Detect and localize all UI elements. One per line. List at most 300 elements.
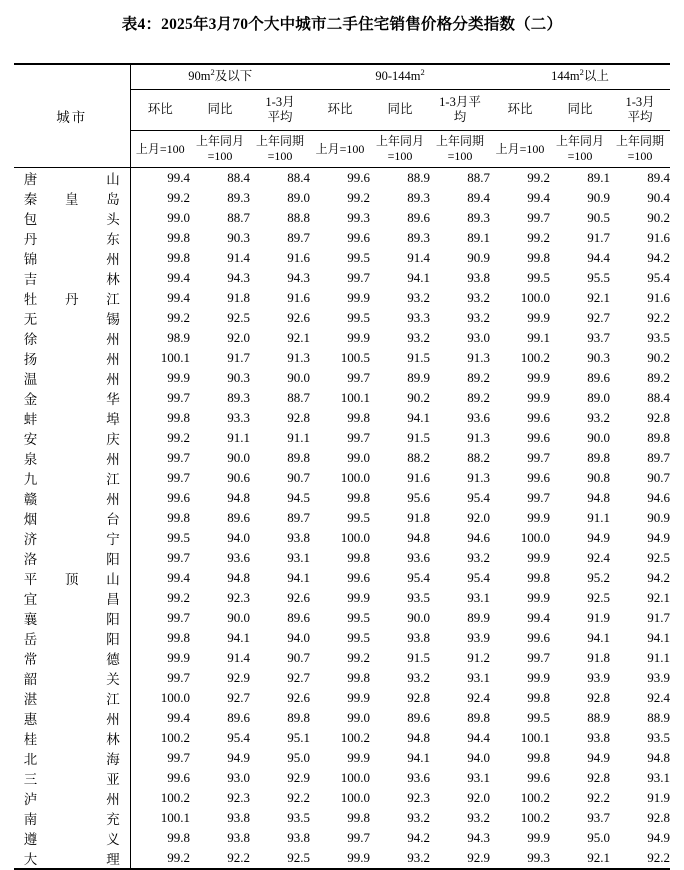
base-header-g1-mom xyxy=(130,130,190,167)
city-name: 九江 xyxy=(23,471,120,487)
cell-g3-mom: 99.9 xyxy=(527,829,551,845)
cell-city xyxy=(14,628,130,648)
cell-g1-avg: 91.3 xyxy=(287,349,310,365)
cell-g1-mom: 99.2 xyxy=(167,189,190,205)
cell-g2-yoy: 93.6 xyxy=(407,549,430,565)
cell-city xyxy=(14,808,130,828)
cell-g1-avg: 94.3 xyxy=(287,269,310,285)
cell-g3-yoy: 90.9 xyxy=(587,189,611,205)
cell-g3-mom: 99.5 xyxy=(527,269,551,285)
city-name: 桂林 xyxy=(23,731,120,747)
cell-g3-avg: 90.7 xyxy=(647,469,671,485)
cell-g1-yoy: 88.7 xyxy=(227,209,250,225)
cell-g2-yoy: 95.4 xyxy=(407,569,430,585)
cell-g1-mom: 99.4 xyxy=(167,569,190,585)
city-name: 宜昌 xyxy=(23,591,120,607)
cell-g3-mom: 99.2 xyxy=(527,229,551,245)
cell-g1-avg: 89.7 xyxy=(287,509,310,525)
cell-g2-mom: 100.1 xyxy=(340,389,370,405)
table-row xyxy=(14,548,670,568)
cell-g2-yoy: 94.1 xyxy=(407,749,430,765)
group-label-text-3: 144m xyxy=(551,69,580,84)
base-g1-yoy-l2: =100 xyxy=(207,148,233,163)
cell-g2-yoy: 92.3 xyxy=(407,789,430,805)
cell-g3-mom: 99.9 xyxy=(527,509,551,525)
table-row xyxy=(14,688,670,708)
city-name: 包头 xyxy=(23,211,120,227)
price-index-table xyxy=(14,63,670,870)
column-header-g2-avg xyxy=(430,89,490,130)
base-g1-avg-l1: 上年同期 xyxy=(255,134,304,149)
cell-g3-avg: 92.1 xyxy=(647,589,671,605)
cell-g3-yoy: 92.8 xyxy=(587,689,611,705)
city-name: 遵义 xyxy=(23,831,120,847)
cell-g3-mom: 99.7 xyxy=(527,489,551,505)
cell-city xyxy=(14,348,130,368)
cell-g1-avg: 89.7 xyxy=(287,229,310,245)
cell-g3-yoy: 93.9 xyxy=(587,669,611,685)
cell-g1-yoy: 91.7 xyxy=(227,349,250,365)
cell-g2-yoy: 93.2 xyxy=(407,669,430,685)
cell-city xyxy=(14,788,130,808)
cell-g3-yoy: 94.9 xyxy=(587,529,611,545)
cell-g1-mom: 99.8 xyxy=(167,509,190,525)
cell-g3-yoy: 93.8 xyxy=(587,729,611,745)
cell-g3-mom: 99.7 xyxy=(527,649,551,665)
cell-g3-mom: 99.8 xyxy=(527,249,551,265)
cell-g3-mom: 99.9 xyxy=(527,389,551,405)
cell-g1-mom: 99.6 xyxy=(167,769,190,785)
base-g2-avg-l2: =100 xyxy=(447,148,473,163)
cell-city xyxy=(14,548,130,568)
table-row xyxy=(14,848,670,869)
cell-g3-avg: 91.1 xyxy=(647,649,671,665)
cell-g3-mom: 100.2 xyxy=(520,349,551,365)
cell-g1-yoy: 88.4 xyxy=(190,167,250,188)
city-name: 扬州 xyxy=(23,351,120,367)
cell-city xyxy=(14,268,130,288)
cell-g2-yoy: 93.6 xyxy=(407,769,430,785)
cell-g1-mom: 100.1 xyxy=(160,349,190,365)
cell-g3-yoy: 93.7 xyxy=(587,809,611,825)
cell-g1-yoy: 92.9 xyxy=(227,669,250,685)
group-header-90-144 xyxy=(310,64,490,90)
cell-city xyxy=(14,568,130,588)
cell-g3-yoy: 94.4 xyxy=(587,249,611,265)
table-row xyxy=(14,368,670,388)
cell-g2-avg: 93.0 xyxy=(467,329,491,345)
cell-city xyxy=(14,368,130,388)
cell-g2-yoy: 94.2 xyxy=(407,829,430,845)
cell-g1-mom: 99.4 xyxy=(167,289,190,305)
cell-g2-yoy: 93.5 xyxy=(407,589,430,605)
cell-g1-avg: 92.6 xyxy=(287,309,310,325)
cell-g3-yoy: 92.1 xyxy=(550,848,610,869)
cell-g1-mom: 99.7 xyxy=(167,469,190,485)
cell-city xyxy=(14,588,130,608)
cell-g3-avg: 94.9 xyxy=(647,529,671,545)
cell-city xyxy=(14,688,130,708)
cell-g1-yoy: 89.3 xyxy=(227,389,250,405)
cell-g2-mom: 100.0 xyxy=(340,789,370,805)
cell-g2-avg: 93.2 xyxy=(467,289,491,305)
cell-g1-avg: 92.5 xyxy=(250,848,310,869)
cell-g1-yoy: 92.0 xyxy=(227,329,250,345)
cell-g1-avg: 91.6 xyxy=(287,289,310,305)
g3-avg-line1: 1-3月 xyxy=(625,95,655,110)
cell-g3-avg: 89.2 xyxy=(647,369,671,385)
cell-city xyxy=(14,208,130,228)
cell-g2-mom: 99.9 xyxy=(310,848,370,869)
table-row xyxy=(14,288,670,308)
cell-g2-avg: 93.2 xyxy=(467,549,491,565)
cell-g2-avg: 93.1 xyxy=(467,769,491,785)
cell-g1-mom: 99.9 xyxy=(167,649,190,665)
cell-g2-avg: 93.8 xyxy=(467,269,491,285)
cell-g1-yoy: 94.9 xyxy=(227,749,250,765)
cell-g1-avg: 92.2 xyxy=(287,789,310,805)
cell-g2-avg: 92.4 xyxy=(467,689,491,705)
cell-g3-yoy: 90.0 xyxy=(587,429,611,445)
cell-city xyxy=(14,508,130,528)
cell-g1-avg: 90.7 xyxy=(287,469,310,485)
city-name: 韶关 xyxy=(23,671,120,687)
table-row xyxy=(14,568,670,588)
cell-g1-yoy: 92.3 xyxy=(227,789,250,805)
cell-city xyxy=(14,528,130,548)
table-row xyxy=(14,228,670,248)
cell-g3-avg: 92.5 xyxy=(647,549,671,565)
cell-g3-mom: 99.8 xyxy=(527,569,551,585)
cell-g2-yoy: 89.3 xyxy=(407,189,430,205)
cell-g1-avg: 93.8 xyxy=(287,529,310,545)
cell-g2-yoy: 89.6 xyxy=(407,709,430,725)
cell-g2-yoy: 91.4 xyxy=(407,249,430,265)
cell-g2-yoy: 94.1 xyxy=(407,409,430,425)
city-name: 吉林 xyxy=(23,271,120,287)
cell-g2-yoy: 91.8 xyxy=(407,509,430,525)
table-row xyxy=(14,708,670,728)
cell-g3-avg: 93.9 xyxy=(647,669,671,685)
cell-g1-yoy: 89.6 xyxy=(227,709,250,725)
cell-g3-avg: 94.6 xyxy=(647,489,671,505)
cell-g2-avg: 93.1 xyxy=(467,669,491,685)
base-g3-avg-l1: 上年同期 xyxy=(616,134,665,149)
cell-g3-avg: 88.9 xyxy=(647,709,671,725)
city-name: 烟台 xyxy=(23,511,120,527)
cell-g1-mom: 100.0 xyxy=(160,689,190,705)
cell-g2-yoy: 93.2 xyxy=(407,329,430,345)
cell-g1-avg: 89.8 xyxy=(287,709,310,725)
base-g3-yoy-l1: 上年同月 xyxy=(556,134,605,149)
cell-g2-mom: 99.8 xyxy=(347,409,370,425)
cell-g2-avg: 93.2 xyxy=(467,809,491,825)
cell-g1-avg: 89.8 xyxy=(287,449,310,465)
base-header-g2-yoy xyxy=(370,130,430,167)
cell-g2-mom: 99.6 xyxy=(347,229,370,245)
cell-g2-avg: 95.4 xyxy=(467,489,491,505)
table-row xyxy=(14,808,670,828)
cell-g1-avg: 89.0 xyxy=(287,189,310,205)
cell-city xyxy=(14,728,130,748)
city-name: 秦皇岛 xyxy=(23,191,120,207)
cell-g3-mom: 100.2 xyxy=(520,809,551,825)
cell-g1-avg: 92.9 xyxy=(287,769,310,785)
cell-g3-yoy: 92.4 xyxy=(587,549,611,565)
cell-g3-yoy: 95.2 xyxy=(587,569,611,585)
cell-g2-avg: 91.3 xyxy=(467,469,491,485)
table-row xyxy=(14,768,670,788)
cell-g1-avg: 88.4 xyxy=(250,167,310,188)
cell-g3-yoy: 95.0 xyxy=(587,829,611,845)
cell-g3-yoy: 89.6 xyxy=(587,369,611,385)
cell-city xyxy=(14,848,130,869)
cell-g3-yoy: 92.2 xyxy=(587,789,611,805)
cell-g3-yoy: 92.8 xyxy=(587,769,611,785)
cell-g2-avg: 88.2 xyxy=(467,449,491,465)
base-g3-avg-l2: =100 xyxy=(627,148,653,163)
cell-g2-avg: 89.9 xyxy=(467,609,491,625)
g1-avg-line1: 1-3月 xyxy=(265,95,295,110)
cell-g2-yoy: 89.6 xyxy=(407,209,430,225)
cell-g2-mom: 99.8 xyxy=(347,489,370,505)
cell-g1-mom: 99.8 xyxy=(167,829,190,845)
city-name: 平顶山 xyxy=(23,571,120,587)
cell-g1-yoy: 91.8 xyxy=(227,289,250,305)
cell-g2-yoy: 91.5 xyxy=(407,429,430,445)
cell-g2-avg: 94.4 xyxy=(467,729,491,745)
city-name: 丹东 xyxy=(23,231,120,247)
cell-g2-mom: 99.7 xyxy=(347,829,370,845)
cell-g3-avg: 88.4 xyxy=(647,389,671,405)
cell-g3-avg: 89.4 xyxy=(610,167,670,188)
city-name: 锦州 xyxy=(23,251,120,267)
cell-g3-yoy: 91.9 xyxy=(587,609,611,625)
table-row xyxy=(14,788,670,808)
cell-g3-yoy: 88.9 xyxy=(587,709,611,725)
column-header-g1-mom: 环比 xyxy=(130,89,190,130)
cell-g1-yoy: 90.3 xyxy=(227,369,250,385)
cell-g1-yoy: 92.3 xyxy=(227,589,250,605)
city-name: 襄阳 xyxy=(23,611,120,627)
group-label-sup-3: 2 xyxy=(579,67,584,78)
group-label-suffix-1: 及以下 xyxy=(214,69,253,84)
cell-g1-avg: 90.0 xyxy=(287,369,310,385)
cell-g2-yoy: 89.3 xyxy=(407,229,430,245)
cell-g2-avg: 91.3 xyxy=(467,429,491,445)
cell-g3-avg: 94.8 xyxy=(647,749,671,765)
table-row xyxy=(14,167,670,188)
cell-g1-yoy: 90.3 xyxy=(227,229,250,245)
cell-g2-yoy: 95.6 xyxy=(407,489,430,505)
cell-g2-mom: 99.8 xyxy=(347,669,370,685)
cell-g1-mom: 100.2 xyxy=(160,729,190,745)
table-row xyxy=(14,728,670,748)
cell-g3-yoy: 91.8 xyxy=(587,649,611,665)
cell-g3-yoy: 93.2 xyxy=(587,409,611,425)
cell-g2-avg: 91.2 xyxy=(467,649,491,665)
cell-g3-yoy: 91.1 xyxy=(587,509,611,525)
cell-g1-mom: 99.8 xyxy=(167,249,190,265)
cell-g3-yoy: 89.0 xyxy=(587,389,611,405)
cell-g3-mom: 99.4 xyxy=(527,189,551,205)
cell-g3-mom: 100.1 xyxy=(520,729,551,745)
cell-g1-avg: 92.7 xyxy=(287,669,310,685)
cell-city xyxy=(14,608,130,628)
g2-avg-line1: 1-3月平 xyxy=(439,95,481,110)
cell-g1-yoy: 90.6 xyxy=(227,469,250,485)
cell-g1-avg: 95.0 xyxy=(287,749,310,765)
base-g2-yoy-l2: =100 xyxy=(387,148,413,163)
column-header-g3-avg xyxy=(610,89,670,130)
cell-g1-avg: 95.1 xyxy=(287,729,310,745)
cell-g2-mom: 100.0 xyxy=(340,469,370,485)
cell-g3-avg: 91.7 xyxy=(647,609,671,625)
cell-g2-mom: 99.9 xyxy=(347,749,370,765)
base-header-g1-yoy xyxy=(190,130,250,167)
city-name: 三亚 xyxy=(23,771,120,787)
cell-g1-yoy: 93.8 xyxy=(227,829,250,845)
cell-city xyxy=(14,428,130,448)
cell-g3-mom: 99.2 xyxy=(490,167,550,188)
cell-g1-mom: 98.9 xyxy=(167,329,190,345)
cell-g3-mom: 99.5 xyxy=(527,709,551,725)
cell-g3-mom: 100.0 xyxy=(520,289,551,305)
cell-g2-mom: 99.6 xyxy=(347,569,370,585)
city-name: 南充 xyxy=(23,811,120,827)
cell-g3-yoy: 92.5 xyxy=(587,589,611,605)
cell-g2-avg: 93.1 xyxy=(467,589,491,605)
cell-g2-mom: 99.2 xyxy=(347,189,370,205)
city-name: 洛阳 xyxy=(23,551,120,567)
cell-g1-yoy: 91.1 xyxy=(227,429,250,445)
cell-g2-yoy: 91.5 xyxy=(407,349,430,365)
cell-g3-mom: 99.9 xyxy=(527,309,551,325)
cell-g3-mom: 100.2 xyxy=(520,789,551,805)
cell-g2-yoy: 90.2 xyxy=(407,389,430,405)
cell-g2-mom: 99.8 xyxy=(347,549,370,565)
cell-g1-avg: 94.1 xyxy=(287,569,310,585)
cell-g2-mom: 99.9 xyxy=(347,329,370,345)
cell-g1-avg: 88.7 xyxy=(287,389,310,405)
cell-g2-avg: 94.6 xyxy=(467,529,491,545)
cell-g2-mom: 99.6 xyxy=(310,167,370,188)
cell-g2-mom: 99.7 xyxy=(347,369,370,385)
column-header-g3-yoy: 同比 xyxy=(550,89,610,130)
table-header xyxy=(14,64,670,168)
base-header-g3-mom xyxy=(490,130,550,167)
cell-g1-yoy: 94.0 xyxy=(227,529,250,545)
cell-g2-avg: 88.7 xyxy=(430,167,490,188)
cell-city xyxy=(14,167,130,188)
cell-g3-mom: 99.7 xyxy=(527,209,551,225)
cell-g2-mom: 99.9 xyxy=(347,589,370,605)
cell-city xyxy=(14,668,130,688)
cell-g2-mom: 99.5 xyxy=(347,249,370,265)
cell-g2-mom: 99.3 xyxy=(347,209,370,225)
cell-g2-mom: 99.2 xyxy=(347,649,370,665)
city-name: 金华 xyxy=(23,391,120,407)
cell-g2-mom: 99.7 xyxy=(347,269,370,285)
cell-city xyxy=(14,448,130,468)
city-name: 赣州 xyxy=(23,491,120,507)
column-header-g1-avg xyxy=(250,89,310,130)
cell-g3-avg: 90.2 xyxy=(647,209,671,225)
cell-g3-avg: 91.6 xyxy=(647,229,671,245)
cell-g1-avg: 88.8 xyxy=(287,209,310,225)
base-header-g2-avg xyxy=(430,130,490,167)
table-row xyxy=(14,748,670,768)
cell-g3-avg: 92.2 xyxy=(610,848,670,869)
cell-g3-mom: 99.6 xyxy=(527,429,551,445)
table-row xyxy=(14,448,670,468)
cell-g2-yoy: 93.2 xyxy=(407,289,430,305)
cell-city xyxy=(14,648,130,668)
table-row xyxy=(14,268,670,288)
cell-g3-mom: 99.6 xyxy=(527,469,551,485)
cell-g2-yoy: 88.9 xyxy=(370,167,430,188)
group-label-text-2: 90-144m xyxy=(375,69,421,84)
city-name: 惠州 xyxy=(23,711,120,727)
cell-g3-mom: 99.7 xyxy=(527,449,551,465)
cell-g1-yoy: 94.1 xyxy=(227,629,250,645)
base-header-g3-avg xyxy=(610,130,670,167)
g1-avg-line2: 平均 xyxy=(267,109,293,124)
city-name: 牡丹江 xyxy=(23,291,120,307)
cell-g2-avg: 92.0 xyxy=(467,789,491,805)
cell-g1-avg: 92.8 xyxy=(287,409,310,425)
cell-g3-mom: 99.4 xyxy=(527,609,551,625)
group-label-text-1: 90m xyxy=(188,69,211,84)
table-row xyxy=(14,528,670,548)
column-header-g2-yoy: 同比 xyxy=(370,89,430,130)
base-g1-yoy-l1: 上年同月 xyxy=(195,134,244,149)
cell-g3-yoy: 94.8 xyxy=(587,489,611,505)
cell-g3-mom: 99.3 xyxy=(490,848,550,869)
cell-g2-mom: 99.5 xyxy=(347,309,370,325)
cell-g2-avg: 89.4 xyxy=(467,189,491,205)
cell-g2-avg: 89.1 xyxy=(467,229,491,245)
cell-g2-yoy: 91.6 xyxy=(407,469,430,485)
cell-g1-mom: 99.7 xyxy=(167,749,190,765)
table-row xyxy=(14,388,670,408)
cell-g1-avg: 92.6 xyxy=(287,689,310,705)
group-label-sup-2: 2 xyxy=(420,67,425,78)
table-body xyxy=(14,167,670,869)
cell-g3-avg: 93.5 xyxy=(647,329,671,345)
table-row xyxy=(14,668,670,688)
cell-g3-avg: 92.2 xyxy=(647,309,671,325)
column-header-g3-mom: 环比 xyxy=(490,89,550,130)
cell-g1-yoy: 95.4 xyxy=(227,729,250,745)
cell-g2-yoy: 93.2 xyxy=(407,809,430,825)
cell-g2-avg: 89.8 xyxy=(467,709,491,725)
cell-g1-yoy: 92.2 xyxy=(190,848,250,869)
base-g3-mom-l1: 上月=100 xyxy=(495,141,545,156)
cell-g3-mom: 100.0 xyxy=(520,529,551,545)
cell-g2-yoy: 90.0 xyxy=(407,609,430,625)
base-g1-avg-l2: =100 xyxy=(267,148,293,163)
cell-g3-mom: 99.9 xyxy=(527,369,551,385)
cell-g1-yoy: 91.4 xyxy=(227,249,250,265)
cell-g3-avg: 94.9 xyxy=(647,829,671,845)
table-row xyxy=(14,468,670,488)
cell-g1-avg: 89.6 xyxy=(287,609,310,625)
base-g1-mom-l1: 上月=100 xyxy=(135,141,185,156)
table-row xyxy=(14,488,670,508)
group-label-sup-1: 2 xyxy=(210,67,215,78)
cell-g2-yoy: 93.3 xyxy=(407,309,430,325)
